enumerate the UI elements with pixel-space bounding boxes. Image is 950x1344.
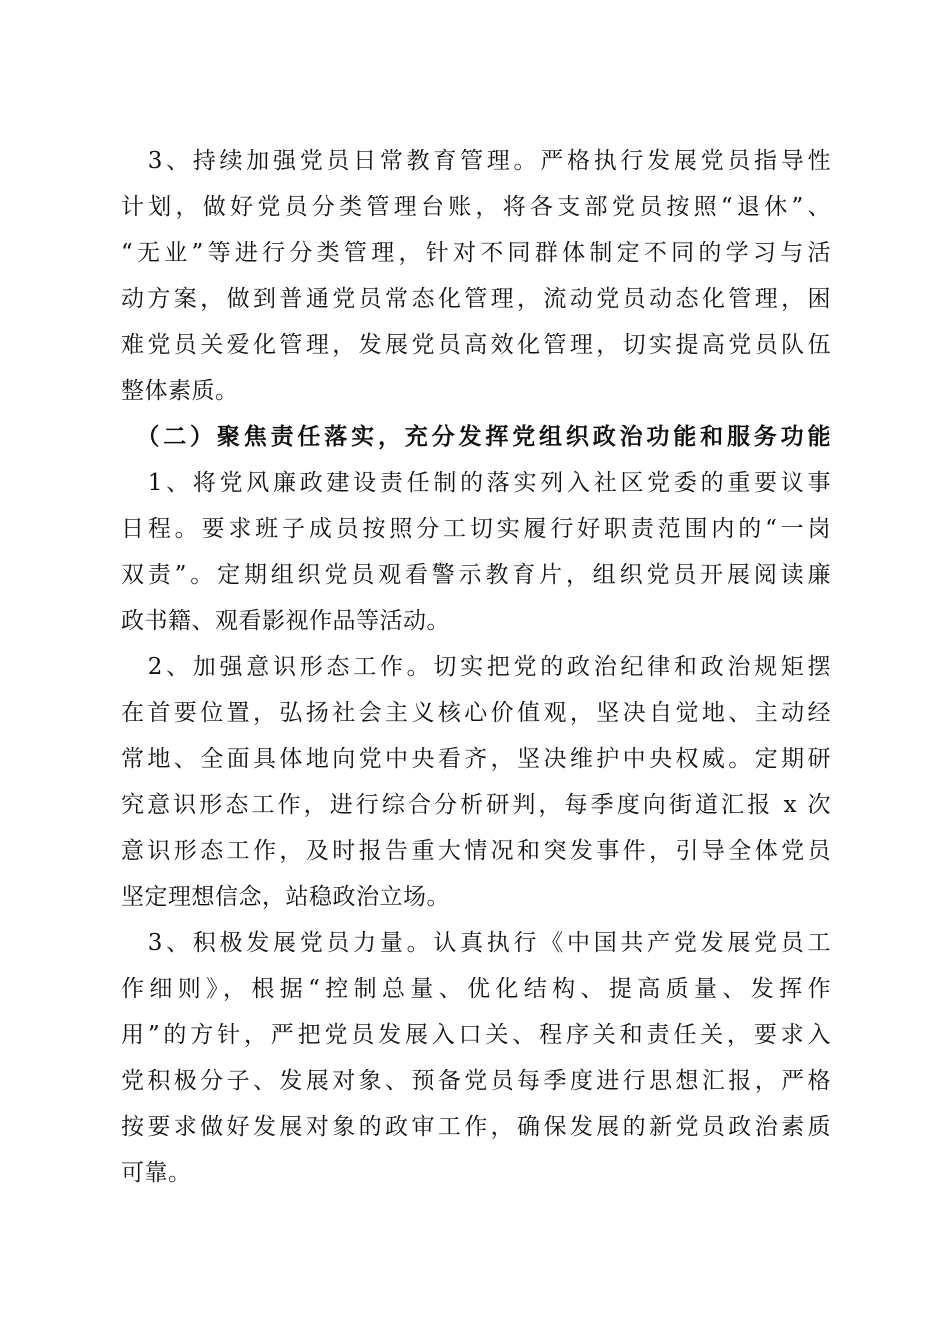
- paragraph-line: 用”的方针，严把党员发展入口关、程序关和责任关，要求入: [121, 1022, 831, 1048]
- paragraph-line: 动方案，做到普通党员常态化管理，流动党员动态化管理，困: [121, 286, 831, 312]
- paragraph-line: 党积极分子、发展对象、预备党员每季度进行思想汇报，严格: [121, 1068, 831, 1094]
- body-text: [121, 138, 831, 1196]
- paragraph-line: 常地、全面具体地向党中央看齐，坚决维护中央权威。定期研: [121, 746, 831, 772]
- paragraph-line: 坚定理想信念，站稳政治立场。: [121, 884, 450, 910]
- paragraph-line: “无业”等进行分类管理，针对不同群体制定不同的学习与活: [121, 240, 831, 266]
- paragraph-line: 政书籍、观看影视作品等活动。: [121, 608, 450, 634]
- paragraph-line: 3、积极发展党员力量。认真执行《中国共产党发展党员工: [121, 930, 831, 956]
- paragraph-line: 1、将党风廉政建设责任制的落实列入社区党委的重要议事: [121, 470, 831, 496]
- paragraph-line: 整体素质。: [121, 378, 239, 404]
- paragraph-line: 计划，做好党员分类管理台账，将各支部党员按照“退休”、: [121, 194, 831, 220]
- paragraph-line: 意识形态工作，及时报告重大情况和突发事件，引导全体党员: [121, 838, 831, 864]
- paragraph-line: 作细则》，根据“控制总量、优化结构、提高质量、发挥作: [121, 976, 831, 1002]
- paragraph-line: 双责”。定期组织党员观看警示教育片，组织党员开展阅读廉: [121, 562, 831, 588]
- section-heading: （二）聚焦责任落实，充分发挥党组织政治功能和服务功能: [121, 424, 831, 450]
- paragraph-line: 日程。要求班子成员按照分工切实履行好职责范围内的“一岗: [121, 516, 831, 542]
- paragraph-line: 可靠。: [121, 1160, 192, 1186]
- paragraph-line: 按要求做好发展对象的政审工作，确保发展的新党员政治素质: [121, 1114, 831, 1140]
- paragraph-line: 究意识形态工作，进行综合分析研判，每季度向街道汇报 x 次: [121, 792, 831, 818]
- paragraph-line: 2、加强意识形态工作。切实把党的政治纪律和政治规矩摆: [121, 654, 831, 680]
- paragraph-line: 难党员关爱化管理，发展党员高效化管理，切实提高党员队伍: [121, 332, 831, 358]
- paragraph-line: 在首要位置，弘扬社会主义核心价值观，坚决自觉地、主动经: [121, 700, 831, 726]
- paragraph-line: 3、持续加强党员日常教育管理。严格执行发展党员指导性: [121, 148, 831, 174]
